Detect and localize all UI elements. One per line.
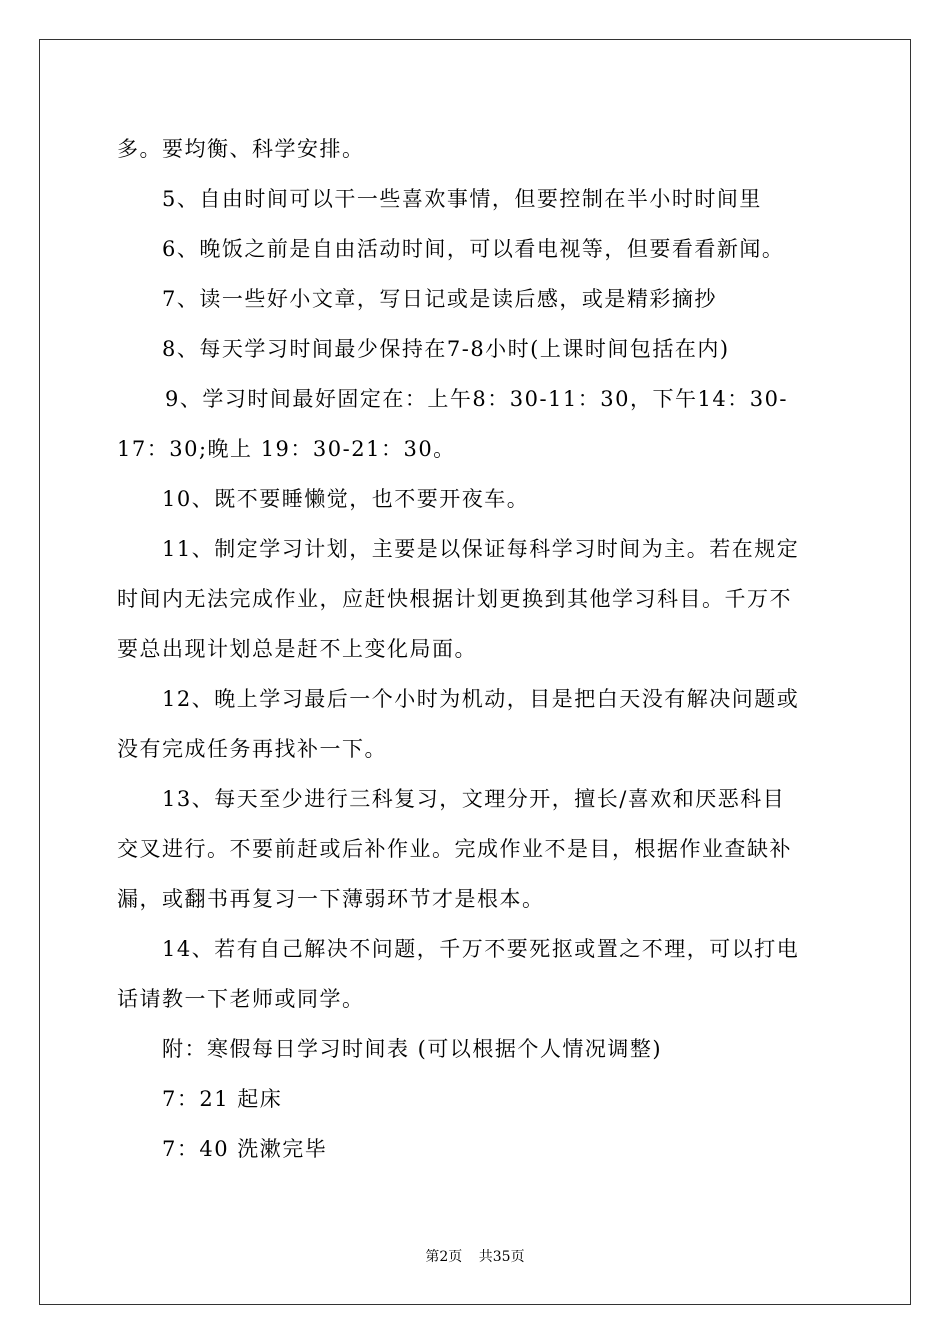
text-line: 交叉进行。不要前赶或后补作业。完成作业不是目，根据作业查缺补 xyxy=(117,837,792,861)
page-footer xyxy=(0,1248,950,1266)
text-line: 10、既不要睡懒觉，也不要开夜车。 xyxy=(162,487,530,511)
page-number: 第2页 xyxy=(425,1249,463,1265)
page-total: 共35页 xyxy=(478,1249,525,1265)
text-line: 9、学习时间最好固定在：上午8：30-11：30，下午14：30- xyxy=(165,387,789,411)
page-border xyxy=(39,39,911,1305)
text-line: 要总出现计划总是赶不上变化局面。 xyxy=(117,637,477,661)
text-line: 没有完成任务再找补一下。 xyxy=(117,737,387,761)
text-line: 13、每天至少进行三科复习，文理分开，擅长/喜欢和厌恶科目 xyxy=(162,787,786,811)
text-line: 7：40 洗漱完毕 xyxy=(162,1137,328,1161)
text-line: 时间内无法完成作业，应赶快根据计划更换到其他学习科目。千万不 xyxy=(117,587,792,611)
text-line: 7、读一些好小文章，写日记或是读后感，或是精彩摘抄 xyxy=(162,287,717,311)
text-line: 8、每天学习时间最少保持在7-8小时(上课时间包括在内) xyxy=(162,337,730,361)
text-line: 5、自由时间可以干一些喜欢事情，但要控制在半小时时间里 xyxy=(162,187,762,211)
text-line: 附：寒假每日学习时间表 (可以根据个人情况调整) xyxy=(162,1037,663,1061)
text-line: 12、晚上学习最后一个小时为机动，目是把白天没有解决问题或 xyxy=(162,687,800,711)
text-line: 11、制定学习计划，主要是以保证每科学习时间为主。若在规定 xyxy=(162,537,800,561)
text-line: 多。要均衡、科学安排。 xyxy=(117,137,365,161)
text-line: 14、若有自己解决不问题，千万不要死抠或置之不理，可以打电 xyxy=(162,937,800,961)
text-line: 6、晚饭之前是自由活动时间，可以看电视等，但要看看新闻。 xyxy=(162,237,785,261)
text-line: 7：21 起床 xyxy=(162,1087,283,1111)
text-line: 话请教一下老师或同学。 xyxy=(117,987,365,1011)
text-line: 漏，或翻书再复习一下薄弱环节才是根本。 xyxy=(117,887,545,911)
text-line: 17：30;晚上 19：30-21：30。 xyxy=(117,437,456,461)
